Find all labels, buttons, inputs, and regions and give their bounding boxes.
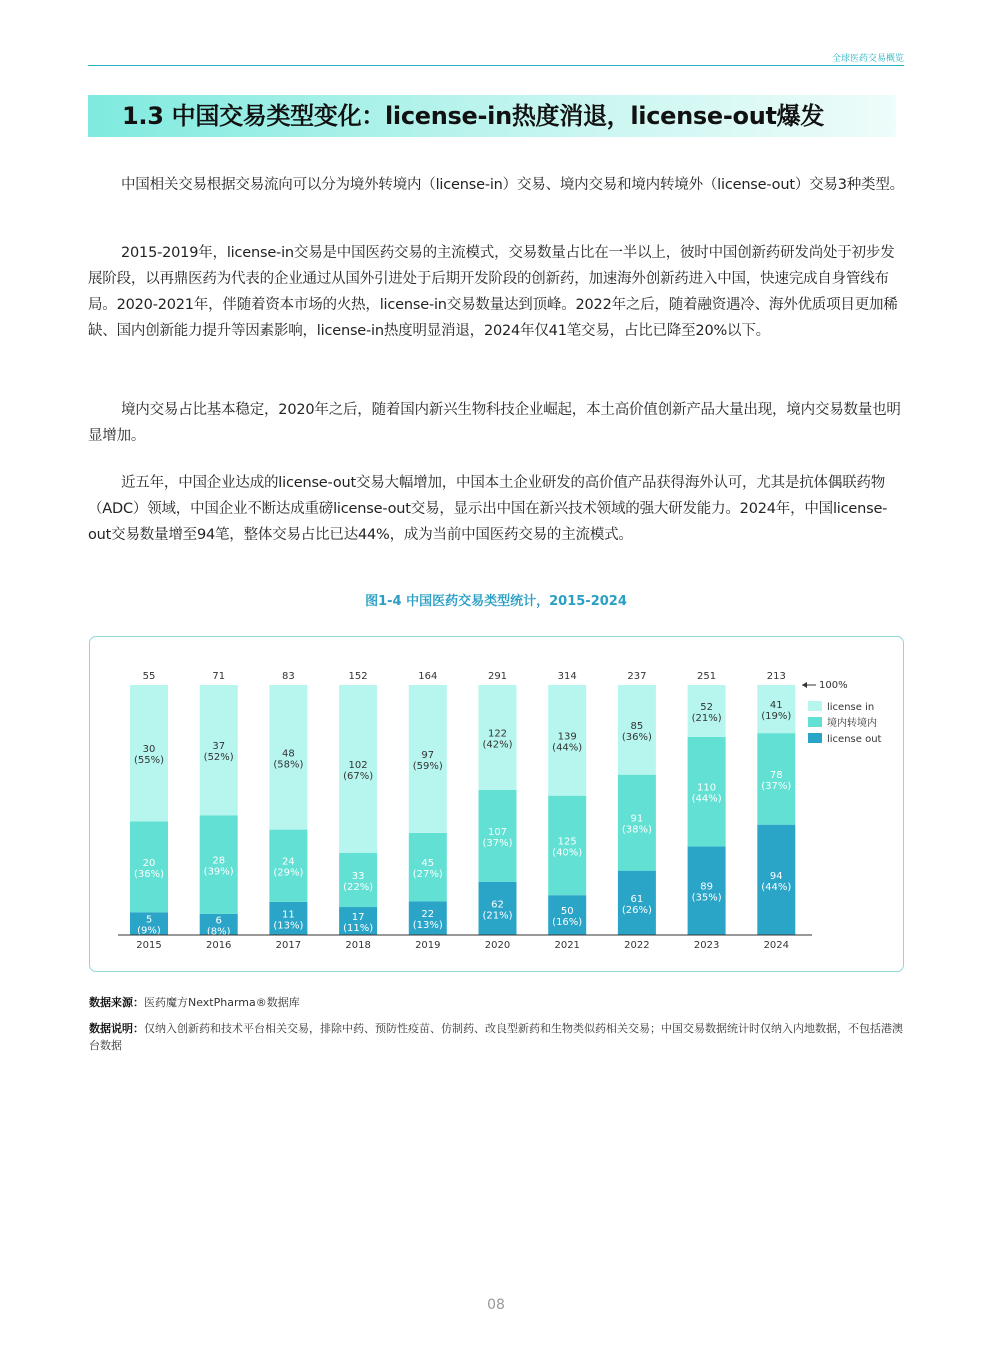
bar-total-label: 164 — [418, 671, 438, 682]
x-tick-label: 2018 — [345, 940, 371, 951]
segment-value-label: 89 — [700, 881, 713, 893]
segment-percent-label: (44%) — [761, 881, 792, 893]
legend-label: license in — [827, 702, 875, 713]
bar-total-label: 291 — [487, 671, 508, 682]
segment-percent-label: (58%) — [273, 759, 304, 771]
paragraph-2: 2015-2019年，license-in交易是中国医药交易的主流模式，交易数量占比在一半以上，彼时中国创新药研发尚处于初步发展阶段，以再鼎医药为代表的企业通过从国外引进处于后期开发阶段的创新药，加速海外创新药进入中国，快速完成自身管线布局。2020-2021年，伴随着资本市场的火热，license-in交易数量达到顶峰。2022年之后，随着融资遇冷、海外优质项目更加稀缺、国内创新能力提升等因素影响，license-in热度明显消退，2024年仅41笔交易，占比已降至20%以下。 — [88, 245, 898, 339]
segment-percent-label: (59%) — [412, 760, 443, 772]
top-marker-arrowhead — [802, 682, 807, 688]
data-description-text: 仅纳入创新药和技术平台相关交易，排除中药、预防性疫苗、仿制药、改良型新药和生物类似药相关交易；中国交易数据统计时仅纳入内地数据，不包括港澳台数据 — [89, 1022, 903, 1052]
segment-value-label: 22 — [421, 909, 435, 921]
segment-percent-label: (39%) — [203, 866, 234, 878]
top-marker-label: 100% — [819, 680, 848, 691]
segment-percent-label: (27%) — [412, 869, 443, 881]
segment-percent-label: (44%) — [691, 793, 722, 805]
bar-total-label: 251 — [697, 671, 717, 682]
paragraph-1: 中国相关交易根据交易流向可以分为境外转境内（license-in）交易、境内交易和境内转境外（license-out）交易3种类型。 — [121, 177, 904, 193]
bar-total-label: 237 — [627, 671, 647, 682]
segment-percent-label: (21%) — [482, 910, 513, 922]
segment-value-label: 45 — [421, 858, 435, 870]
data-description-note — [89, 1020, 904, 1054]
x-tick-label: 2021 — [554, 940, 580, 951]
segment-value-label: 122 — [487, 728, 508, 740]
stacked-bar-chart — [90, 637, 905, 973]
segment-percent-label: (19%) — [761, 711, 792, 723]
x-tick-label: 2020 — [484, 940, 511, 951]
segment-value-label: 11 — [282, 909, 295, 921]
segment-value-label: 37 — [212, 741, 226, 753]
paragraph-4: 近五年，中国企业达成的license-out交易大幅增加，中国本土企业研发的高价值产品获得海外认可，尤其是抗体偶联药物（ADC）领域，中国企业不断达成重磅license-out交易，显示出中国在新兴技术领域的强大研发能力。2024年，中国license-out交易数量增至94笔，整体交易占比已达44%，成为当前中国医药交易的主流模式。 — [88, 475, 888, 543]
data-source-text: 医药魔方NextPharma®数据库 — [144, 996, 300, 1009]
x-tick-label: 2022 — [624, 940, 650, 951]
bar-total-label: 83 — [282, 671, 295, 682]
header-rule — [88, 65, 904, 66]
segment-value-label: 107 — [487, 826, 508, 838]
legend-swatch — [808, 701, 822, 711]
x-tick-label: 2019 — [415, 940, 441, 951]
segment-value-label: 20 — [142, 857, 156, 869]
segment-value-label: 6 — [215, 915, 222, 927]
data-source-note — [89, 994, 904, 1011]
segment-percent-label: (16%) — [552, 917, 583, 929]
segment-value-label: 62 — [491, 899, 504, 911]
bar-total-label: 71 — [212, 671, 226, 682]
legend-label: license out — [827, 734, 882, 745]
paragraph-3: 境内交易占比基本稳定，2020年之后，随着国内新兴生物科技企业崛起，本土高价值创新产品大量出现，境内交易数量也明显增加。 — [88, 402, 901, 444]
segment-percent-label: (21%) — [691, 712, 722, 724]
segment-percent-label: (13%) — [412, 920, 443, 932]
segment-value-label: 97 — [421, 749, 435, 761]
x-tick-label: 2015 — [136, 940, 162, 951]
segment-value-label: 50 — [560, 906, 574, 918]
segment-value-label: 102 — [348, 759, 368, 771]
bar-total-label: 55 — [142, 671, 156, 682]
x-tick-label: 2017 — [275, 940, 302, 951]
segment-percent-label: (35%) — [691, 892, 722, 904]
segment-percent-label: (44%) — [552, 742, 583, 754]
segment-value-label: 125 — [557, 836, 577, 848]
segment-percent-label: (55%) — [133, 755, 165, 767]
x-tick-label: 2023 — [693, 940, 720, 951]
segment-percent-label: (22%) — [343, 881, 374, 893]
segment-value-label: 24 — [282, 856, 295, 868]
segment-percent-label: (40%) — [552, 847, 583, 859]
segment-value-label: 94 — [769, 870, 783, 882]
legend-swatch — [808, 717, 822, 727]
segment-percent-label: (36%) — [621, 731, 652, 743]
section-title: 1.3 中国交易类型变化：license-in热度消退，license-out爆发 — [122, 102, 825, 130]
segment-percent-label: (13%) — [273, 920, 304, 932]
segment-percent-label: (42%) — [482, 739, 513, 751]
x-tick-label: 2016 — [205, 940, 232, 951]
segment-value-label: 48 — [282, 748, 295, 760]
segment-percent-label: (67%) — [343, 770, 374, 782]
bar-total-label: 314 — [557, 671, 577, 682]
segment-percent-label: (11%) — [343, 923, 374, 935]
segment-value-label: 110 — [697, 782, 717, 794]
segment-percent-label: (8%) — [206, 926, 231, 938]
chart-container — [89, 636, 904, 972]
segment-percent-label: (26%) — [621, 904, 652, 916]
segment-percent-label: (9%) — [137, 925, 161, 937]
bar-total-label: 152 — [348, 671, 368, 682]
page-number: 08 — [487, 1297, 505, 1313]
segment-value-label: 85 — [630, 720, 644, 732]
segment-percent-label: (29%) — [273, 867, 304, 879]
segment-percent-label: (37%) — [482, 837, 513, 849]
legend-label: 境内转境内 — [827, 718, 877, 729]
figure-title: 图1-4 中国医药交易类型统计，2015-2024 — [365, 594, 627, 609]
legend-swatch — [808, 733, 822, 743]
segment-value-label: 41 — [769, 700, 783, 712]
segment-value-label: 52 — [700, 701, 713, 713]
segment-value-label: 61 — [630, 893, 644, 905]
bar-total-label: 213 — [766, 671, 786, 682]
data-description-label: 数据说明： — [89, 1022, 144, 1035]
segment-percent-label: (36%) — [133, 868, 165, 880]
segment-value-label: 17 — [351, 912, 365, 924]
segment-value-label: 33 — [351, 870, 365, 882]
segment-percent-label: (52%) — [203, 752, 234, 764]
data-source-label: 数据来源： — [89, 996, 144, 1009]
segment-percent-label: (38%) — [621, 824, 652, 836]
header-tag: 全球医药交易概览 — [831, 54, 904, 64]
segment-value-label: 30 — [142, 744, 156, 756]
x-tick-label: 2024 — [763, 940, 790, 951]
segment-value-label: 91 — [630, 813, 644, 825]
segment-percent-label: (37%) — [761, 780, 792, 792]
segment-value-label: 5 — [145, 914, 153, 926]
segment-value-label: 28 — [212, 855, 226, 867]
segment-value-label: 78 — [769, 769, 783, 781]
segment-value-label: 139 — [557, 731, 577, 743]
